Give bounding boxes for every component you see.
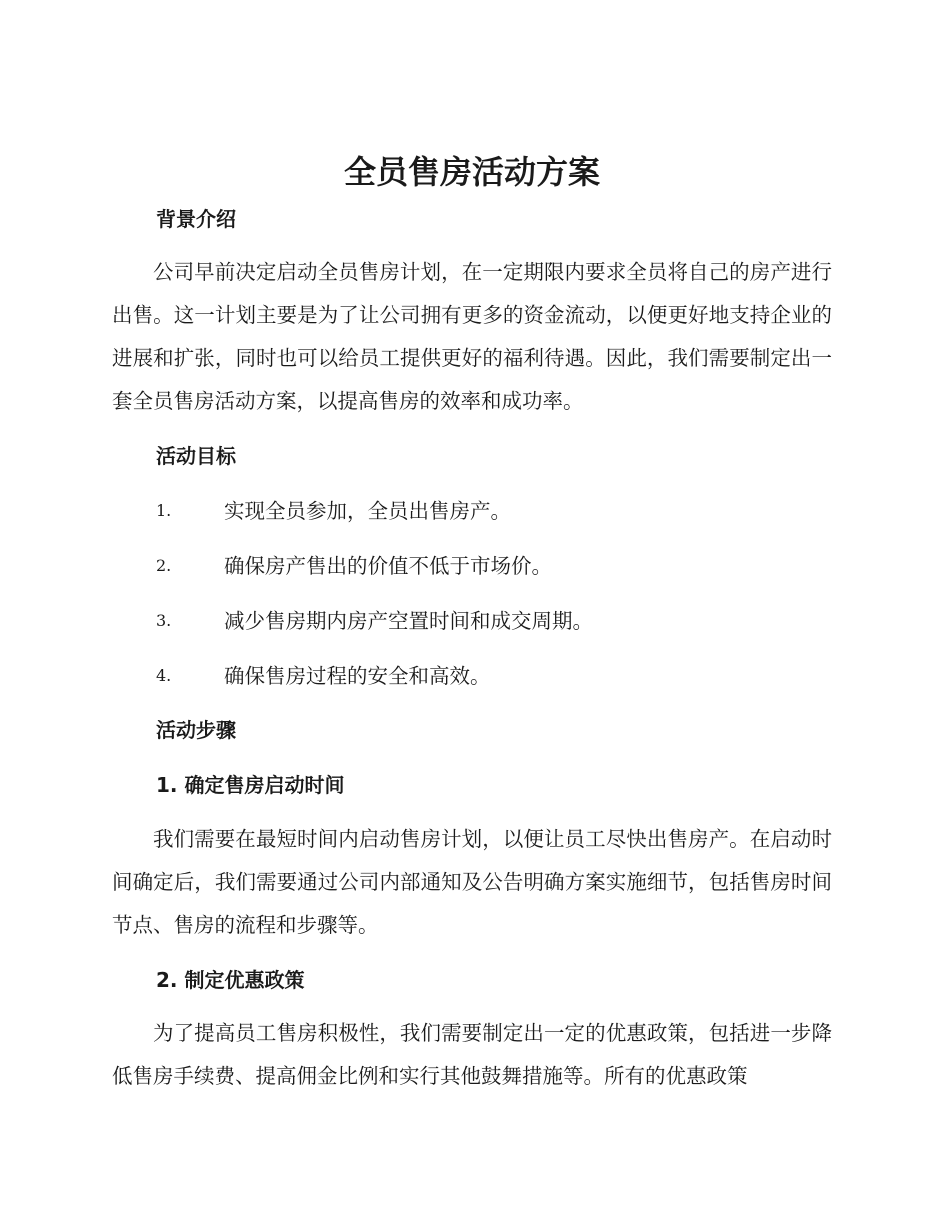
step-heading-1: 1. 确定售房启动时间 — [156, 773, 345, 797]
goal-item-text: 确保房产售出的价值不低于市场价。 — [224, 554, 552, 578]
goal-item — [156, 496, 832, 526]
step-2-paragraph: 为了提高员工售房积极性，我们需要制定出一定的优惠政策，包括进一步降低售房手续费、提高佣金比例和实行其他鼓舞措施等。所有的优惠政策 — [112, 1021, 832, 1088]
step-1-paragraph: 我们需要在最短时间内启动售房计划，以便让员工尽快出售房产。在启动时间确定后，我们需要通过公司内部通知及公告明确方案实施细节，包括售房时间节点、售房的流程和步骤等。 — [112, 827, 832, 937]
goal-item-number: 3. — [156, 611, 172, 630]
background-paragraph: 公司早前决定启动全员售房计划，在一定期限内要求全员将自己的房产进行出售。这一计划主要是为了让公司拥有更多的资金流动，以便更好地支持企业的进展和扩张，同时也可以给员工提供更好的福利待遇。因此，我们需要制定出一套全员售房活动方案，以提高售房的效率和成功率。 — [112, 260, 832, 413]
goal-item-text: 实现全员参加，全员出售房产。 — [224, 499, 511, 523]
goal-item-text: 确保售房过程的安全和高效。 — [224, 664, 491, 688]
goal-item-number: 1. — [156, 501, 172, 520]
goal-item — [156, 551, 832, 581]
goal-item-number: 4. — [156, 666, 172, 685]
goal-item — [156, 661, 832, 691]
section-heading-goals: 活动目标 — [156, 444, 236, 468]
goal-item-number: 2. — [156, 556, 172, 575]
step-heading-2: 2. 制定优惠政策 — [156, 968, 305, 992]
section-heading-background: 背景介绍 — [156, 207, 236, 231]
goal-item-text: 减少售房期内房产空置时间和成交周期。 — [224, 609, 593, 633]
document-title: 全员售房活动方案 — [343, 153, 600, 191]
section-heading-steps: 活动步骤 — [156, 718, 236, 742]
goal-item — [156, 606, 832, 636]
